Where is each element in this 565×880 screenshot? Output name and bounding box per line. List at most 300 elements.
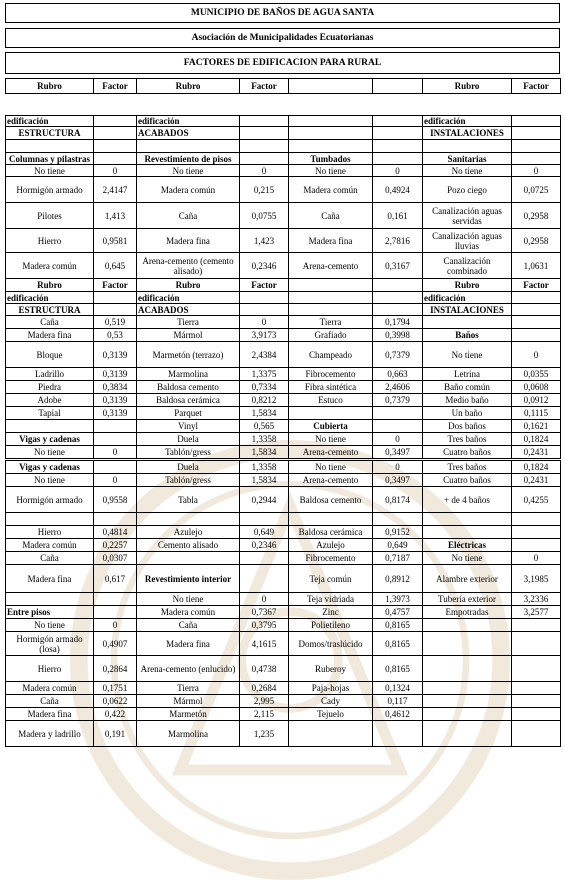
rubro-cell [289, 127, 373, 140]
factors-table-part-1 [5, 115, 561, 459]
column-header: Factor [240, 79, 289, 94]
factor-cell [94, 420, 137, 433]
table-row [6, 116, 561, 127]
factor-cell: 0,663 [373, 368, 423, 381]
rubro-cell: Sanitarias [423, 153, 512, 165]
factor-cell [94, 153, 137, 165]
rubro-cell: Marmolina [137, 721, 240, 747]
rubro-cell [289, 304, 373, 316]
column-header: Factor [512, 79, 561, 94]
factor-cell: 0,519 [94, 316, 137, 329]
factor-cell: 0,1794 [373, 316, 423, 329]
rubro-cell: ACABADOS [137, 304, 240, 316]
rubro-cell: Tierra [137, 316, 240, 329]
table-row [6, 316, 561, 329]
factor-cell: 0,0725 [512, 177, 561, 203]
factor-cell [373, 127, 423, 140]
rubro-cell: Baldosa cemento [289, 487, 373, 513]
factor-cell [512, 539, 561, 552]
factor-cell: 0,2944 [240, 487, 289, 513]
table-row [6, 153, 561, 165]
rubro-cell [289, 721, 373, 747]
factor-cell: 0,3497 [373, 474, 423, 487]
factor-cell: 0 [94, 446, 137, 459]
factor-cell: 0,0355 [512, 368, 561, 381]
factor-cell: 0 [373, 433, 423, 446]
rubro-cell: Ladrillo [6, 368, 94, 381]
table-row [6, 513, 561, 526]
table-row [6, 606, 561, 619]
factor-cell: 0 [373, 461, 423, 474]
rubro-cell: Azulejo [289, 539, 373, 552]
table-row [6, 203, 561, 229]
factor-cell [512, 721, 561, 747]
factor-cell [94, 292, 137, 304]
table-row [6, 140, 561, 153]
rubro-cell [6, 513, 94, 526]
factor-cell: 3,9173 [240, 329, 289, 342]
rubro-cell: Tablón/gress [137, 474, 240, 487]
factor-cell [94, 461, 137, 474]
rubro-cell: Caña [137, 619, 240, 632]
factor-cell: 0,8165 [373, 656, 423, 682]
rubro-cell: Fibrocemento [289, 552, 373, 565]
rubro-cell: Teja común [289, 565, 373, 593]
column-header: Rubro [137, 79, 240, 94]
table-row [6, 381, 561, 394]
rubro-cell: Cady [289, 695, 373, 708]
factor-cell [512, 127, 561, 140]
rubro-cell: Paja-hojas [289, 682, 373, 695]
rubro-cell: edificación [137, 292, 240, 304]
rubro-cell [289, 116, 373, 127]
factor-cell [512, 695, 561, 708]
rubro-cell: Tablón/gress [137, 446, 240, 459]
factor-cell: 0 [512, 165, 561, 177]
factor-cell: 3,2577 [512, 606, 561, 619]
rubro-cell: Hormigón armado [6, 487, 94, 513]
factor-cell [512, 526, 561, 539]
factor-cell: 0,4255 [512, 487, 561, 513]
rubro-cell: Letrina [423, 368, 512, 381]
rubro-cell: Tabla [137, 487, 240, 513]
rubro-cell: Madera común [137, 177, 240, 203]
rubro-cell: Estuco [289, 394, 373, 407]
municipality-title: MUNICIPIO DE BAÑOS DE AGUA SANTA [5, 3, 560, 23]
factor-cell: 0,1824 [512, 461, 561, 474]
rubro-cell: Mármol [137, 329, 240, 342]
factor-cell [512, 708, 561, 721]
table-row [6, 526, 561, 539]
factor-cell: 0,9558 [94, 487, 137, 513]
rubro-cell: Hormigón armado (losa) [6, 632, 94, 656]
factor-cell: 0,2431 [512, 474, 561, 487]
rubro-cell: Caña [6, 552, 94, 565]
factor-cell: 0,3139 [94, 394, 137, 407]
factor-cell: 0,8165 [373, 619, 423, 632]
factor-cell: 1,3973 [373, 593, 423, 606]
factor-cell: 1,3358 [240, 461, 289, 474]
factor-cell: 0,8212 [240, 394, 289, 407]
factor-cell [512, 153, 561, 165]
rubro-cell: Vinyl [137, 420, 240, 433]
table-row [6, 304, 561, 316]
rubro-cell: Marmetón (terrazo) [137, 342, 240, 368]
rubro-cell: Canalización aguas servidas [423, 203, 512, 229]
factor-cell: 0,4924 [373, 177, 423, 203]
document-title: FACTORES DE EDIFICACION PARA RURAL [5, 52, 560, 74]
rubro-cell [423, 526, 512, 539]
factor-cell [373, 721, 423, 747]
column-header [373, 79, 423, 94]
rubro-cell: ESTRUCTURA [6, 127, 94, 140]
factor-cell: 0,1751 [94, 682, 137, 695]
rubro-cell: Entre pisos [6, 606, 94, 619]
table-row [6, 461, 561, 474]
rubro-cell: Baldosa cerámica [289, 526, 373, 539]
table-row [6, 708, 561, 721]
rubro-cell: Adobe [6, 394, 94, 407]
factor-cell: 0,1115 [512, 407, 561, 420]
factor-cell: 1,0631 [512, 253, 561, 279]
rubro-cell: Madera fina [289, 229, 373, 253]
rubro-cell: Parquet [137, 407, 240, 420]
rubro-cell [423, 632, 512, 656]
rubro-cell [289, 513, 373, 526]
rubro-cell: Baldosa cerámica [137, 394, 240, 407]
factor-cell: 0,3497 [373, 446, 423, 459]
rubro-cell: Caña [137, 203, 240, 229]
rubro-cell: Cuatro baños [423, 446, 512, 459]
rubro-cell: Revestimiento de pisos [137, 153, 240, 165]
factor-cell [512, 656, 561, 682]
rubro-cell [423, 695, 512, 708]
factor-cell [94, 304, 137, 316]
table-row [6, 253, 561, 279]
factor-cell: 2,7816 [373, 229, 423, 253]
table-row [6, 539, 561, 552]
rubro-cell: Baño común [423, 381, 512, 394]
rubro-cell: Madera fina [6, 708, 94, 721]
table-row [6, 342, 561, 368]
factor-cell [240, 127, 289, 140]
table-row [6, 656, 561, 682]
table-row [6, 565, 561, 593]
factor-cell: 0,645 [94, 253, 137, 279]
rubro-cell [423, 708, 512, 721]
factor-cell: 0 [240, 593, 289, 606]
factor-cell: 0,0912 [512, 394, 561, 407]
rubro-cell [289, 140, 373, 153]
rubro-cell: Eléctricas [423, 539, 512, 552]
table-row [6, 474, 561, 487]
table-row [6, 292, 561, 304]
factor-cell [94, 606, 137, 619]
factor-cell: 1,235 [240, 721, 289, 747]
rubro-cell: Tres baños [423, 461, 512, 474]
rubro-cell [137, 140, 240, 153]
rubro-cell: Vigas y cadenas [6, 461, 94, 474]
rubro-cell: Mármol [137, 695, 240, 708]
factor-cell [512, 329, 561, 342]
table-row [6, 279, 561, 292]
factor-cell: 1,423 [240, 229, 289, 253]
factor-cell: 0,1824 [512, 433, 561, 446]
rubro-cell: Revestimiento interior [137, 565, 240, 593]
factor-cell: 0,9581 [94, 229, 137, 253]
factor-cell: 0,4612 [373, 708, 423, 721]
factor-cell: 0 [94, 474, 137, 487]
table-row [6, 593, 561, 606]
factor-cell: 0,7379 [373, 394, 423, 407]
rubro-cell: Tierra [137, 682, 240, 695]
rubro-cell: Alambre exterior [423, 565, 512, 593]
factor-cell: 0,3795 [240, 619, 289, 632]
rubro-cell: Madera común [6, 682, 94, 695]
rubro-cell: Piedra [6, 381, 94, 394]
factor-cell [512, 682, 561, 695]
rubro-cell: Duela [137, 461, 240, 474]
rubro-cell: No tiene [6, 619, 94, 632]
factor-cell: 0,649 [373, 539, 423, 552]
factor-cell: 0,2958 [512, 203, 561, 229]
factor-cell [512, 632, 561, 656]
rubro-cell: Pilotes [6, 203, 94, 229]
factor-cell: 0 [94, 165, 137, 177]
rubro-cell: Baldosa cemento [137, 381, 240, 394]
factor-cell: 0,8174 [373, 487, 423, 513]
rubro-cell: Tierra [289, 316, 373, 329]
rubro-cell: Arena-cemento [289, 253, 373, 279]
rubro-cell [423, 682, 512, 695]
rubro-cell: No tiene [137, 593, 240, 606]
table-row [6, 721, 561, 747]
table-row [6, 368, 561, 381]
factor-cell: 0,2958 [512, 229, 561, 253]
factor-cell: 0,3834 [94, 381, 137, 394]
factor-cell: 0,7367 [240, 606, 289, 619]
factor-cell [512, 292, 561, 304]
rubro-cell [423, 656, 512, 682]
rubro-cell: No tiene [423, 552, 512, 565]
factor-cell: 0,2864 [94, 656, 137, 682]
factor-cell: 0,0755 [240, 203, 289, 229]
factor-cell: 0,8165 [373, 632, 423, 656]
rubro-cell: edificación [6, 292, 94, 304]
rubro-cell: Un baño [423, 407, 512, 420]
factor-cell: 0,4738 [240, 656, 289, 682]
rubro-cell: No tiene [6, 474, 94, 487]
factor-cell [373, 513, 423, 526]
rubro-cell: INSTALACIONES [423, 304, 512, 316]
factor-cell: 0 [373, 165, 423, 177]
factor-cell: 0,2346 [240, 253, 289, 279]
table-row [6, 329, 561, 342]
rubro-cell: No tiene [423, 342, 512, 368]
factor-cell: 2,4384 [240, 342, 289, 368]
factor-cell: 0 [94, 619, 137, 632]
factor-cell: 0,3167 [373, 253, 423, 279]
factor-cell: 2,4147 [94, 177, 137, 203]
rubro-cell [423, 513, 512, 526]
factor-cell [94, 593, 137, 606]
table-row [6, 394, 561, 407]
factor-cell: 0,4907 [94, 632, 137, 656]
factor-cell [94, 513, 137, 526]
factor-cell [373, 304, 423, 316]
rubro-cell: Hierro [6, 229, 94, 253]
table-row [6, 632, 561, 656]
column-header: Rubro [423, 79, 512, 94]
column-header: Factor [94, 79, 137, 94]
factor-cell: 0,0608 [512, 381, 561, 394]
rubro-cell: Vigas y cadenas [6, 433, 94, 446]
rubro-cell: Fibra sintética [289, 381, 373, 394]
rubro-cell: Pozo ciego [423, 177, 512, 203]
table-row [6, 487, 561, 513]
factor-cell: 2,4606 [373, 381, 423, 394]
rubro-cell: Madera fina [137, 632, 240, 656]
factor-cell: 0,7379 [373, 342, 423, 368]
table-row [6, 229, 561, 253]
rubro-cell: Rubro [137, 279, 240, 292]
factor-cell [373, 116, 423, 127]
factor-cell [94, 116, 137, 127]
factor-cell [512, 140, 561, 153]
column-header-row [5, 78, 561, 94]
factor-cell [240, 116, 289, 127]
factor-cell [240, 304, 289, 316]
factor-cell: 0,3139 [94, 368, 137, 381]
factor-cell [94, 433, 137, 446]
table-row [6, 165, 561, 177]
factor-cell: 1,3358 [240, 433, 289, 446]
rubro-cell: Marmetón [137, 708, 240, 721]
factor-cell: 0 [512, 342, 561, 368]
factor-cell: 0,0622 [94, 695, 137, 708]
rubro-cell [137, 513, 240, 526]
rubro-cell: Domos/traslúcido [289, 632, 373, 656]
rubro-cell: Tumbados [289, 153, 373, 165]
factor-cell [373, 420, 423, 433]
rubro-cell: Columnas y pilastras [6, 153, 94, 165]
rubro-cell: Arena-cemento (cemento alisado) [137, 253, 240, 279]
table-row [6, 420, 561, 433]
factor-cell [240, 153, 289, 165]
factor-cell: 1,413 [94, 203, 137, 229]
factor-cell [373, 292, 423, 304]
factor-cell: 0,4757 [373, 606, 423, 619]
rubro-cell: Caña [289, 203, 373, 229]
rubro-cell [289, 292, 373, 304]
rubro-cell [6, 140, 94, 153]
rubro-cell: ACABADOS [137, 127, 240, 140]
rubro-cell: No tiene [6, 165, 94, 177]
rubro-cell: Arena-cemento (enlucido) [137, 656, 240, 682]
rubro-cell: Madera común [289, 177, 373, 203]
factor-cell: 3,2336 [512, 593, 561, 606]
factor-cell: 0,1324 [373, 682, 423, 695]
table-row [6, 433, 561, 446]
rubro-cell: Hormigón armado [6, 177, 94, 203]
factor-cell: 0,9152 [373, 526, 423, 539]
rubro-cell: edificación [6, 116, 94, 127]
rubro-cell: Azulejo [137, 526, 240, 539]
factor-cell [373, 153, 423, 165]
factor-cell: 0,649 [240, 526, 289, 539]
factor-cell: 3,1985 [512, 565, 561, 593]
rubro-cell: Canalización combinado [423, 253, 512, 279]
rubro-cell: Bloque [6, 342, 94, 368]
factor-cell [373, 279, 423, 292]
rubro-cell: Fibrocemento [289, 368, 373, 381]
rubro-cell: Marmolina [137, 368, 240, 381]
factor-cell: 0,0307 [94, 552, 137, 565]
factor-cell: 0,3998 [373, 329, 423, 342]
rubro-cell: Madera fina [6, 329, 94, 342]
factor-cell: 0,2684 [240, 682, 289, 695]
factor-cell: 1,3375 [240, 368, 289, 381]
rubro-cell: Tejuelo [289, 708, 373, 721]
rubro-cell: No tiene [6, 446, 94, 459]
factor-cell [240, 552, 289, 565]
rubro-cell: Rubro [6, 279, 94, 292]
factor-cell [240, 292, 289, 304]
rubro-cell: Empotradas [423, 606, 512, 619]
table-row [6, 177, 561, 203]
factors-table-part-2 [5, 460, 561, 747]
rubro-cell [289, 407, 373, 420]
factor-cell: 0,617 [94, 565, 137, 593]
factor-cell: 0,2431 [512, 446, 561, 459]
table-row [6, 619, 561, 632]
factor-cell: 0,161 [373, 203, 423, 229]
rubro-cell: Caña [6, 695, 94, 708]
factor-cell: 1,5834 [240, 474, 289, 487]
rubro-cell: Tubería exterior [423, 593, 512, 606]
rubro-cell: No tiene [137, 165, 240, 177]
factor-cell: 0 [240, 165, 289, 177]
factor-cell: 0,191 [94, 721, 137, 747]
factor-cell [512, 513, 561, 526]
factor-cell [512, 304, 561, 316]
factor-cell: 0,8912 [373, 565, 423, 593]
rubro-cell: Dos baños [423, 420, 512, 433]
rubro-cell: Teja vidriada [289, 593, 373, 606]
factor-cell: Factor [240, 279, 289, 292]
table-row [6, 407, 561, 420]
rubro-cell: Canalización aguas lluvias [423, 229, 512, 253]
factor-cell: 0,3139 [94, 342, 137, 368]
factor-cell: 0,117 [373, 695, 423, 708]
factor-cell: 1,5834 [240, 446, 289, 459]
rubro-cell [423, 316, 512, 329]
factor-cell: 0 [240, 316, 289, 329]
rubro-cell: Polietileno [289, 619, 373, 632]
rubro-cell: Madera común [137, 606, 240, 619]
rubro-cell: Ruberoy [289, 656, 373, 682]
factor-cell [240, 140, 289, 153]
factor-cell [512, 619, 561, 632]
column-header: Rubro [6, 79, 94, 94]
rubro-cell: Champeado [289, 342, 373, 368]
rubro-cell [6, 420, 94, 433]
factor-cell: 0,2257 [94, 539, 137, 552]
factor-cell: 2,995 [240, 695, 289, 708]
rubro-cell: Hierro [6, 526, 94, 539]
factor-cell [512, 116, 561, 127]
factor-cell [512, 316, 561, 329]
